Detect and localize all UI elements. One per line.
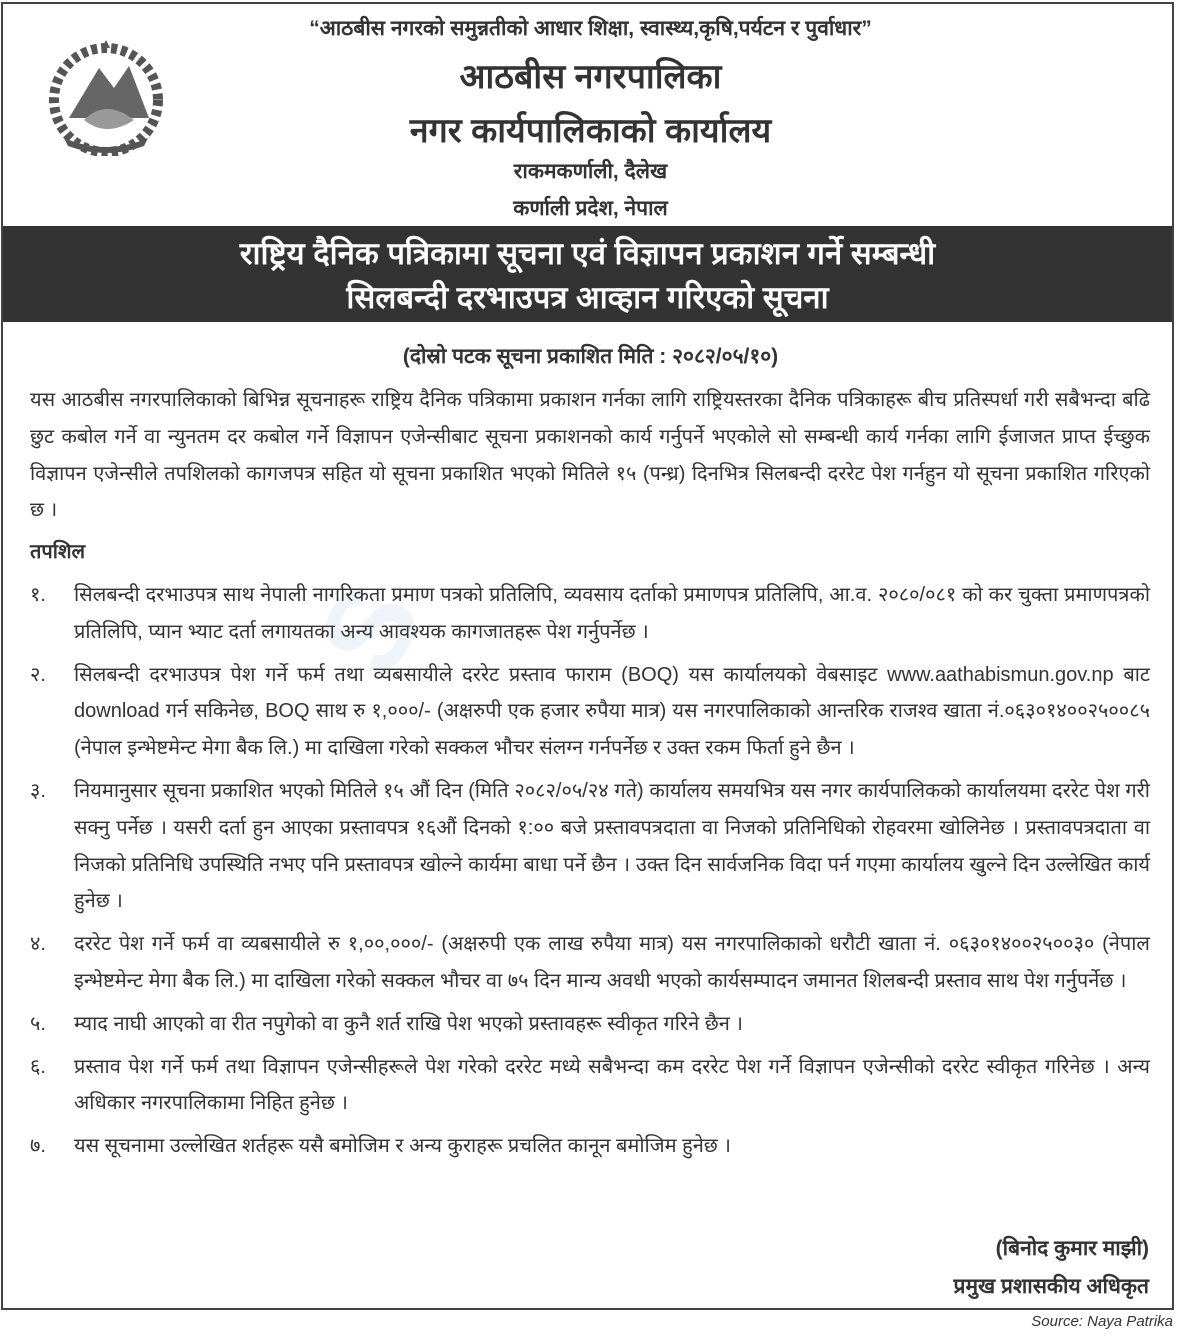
list-item-text: नियमानुसार सूचना प्रकाशित भएको मितिले १५ औं दिन (मिति २०८२/०५/२४ गते) कार्यालय समयभित्र यस नगर कार्यपालिकको कार्यालयमा दररेट पेश गरी सक्नु पर्नेछ । यसरी दर्ता हुन आएका प्रस्तावपत्र १६औं दिनको १:०० बजे प्रस्तावपत्रदाता वा निजको प्रतिनिधिको रोहवरमा खोलिनेछ । प्रस्तावपत्रदाता वा निजको प्रतिनिधि उपस्थिति नभए पनि प्रस्तावपत्र खोल्ने कार्यमा बाधा पर्ने छैन । उक्त दिन सार्वजनिक विदा पर्न गएमा कार्यालय खुल्ने दिन उल्लेखित कार्य हुनेछ । — [74, 779, 1150, 913]
list-item-text: म्याद नाघी आएको वा रीत नपुगेको वा कुनै शर्त राखि पेश भएको प्रस्तावहरू स्वीकृत गरिने छैन । — [74, 1012, 744, 1035]
list-item-number: ३. — [30, 779, 46, 802]
tapashil-heading: तपशिल — [30, 541, 86, 564]
address-line-1: राकमकर्णाली, दैलेख — [513, 160, 668, 183]
notice-title-banner — [3, 226, 1172, 322]
list-item — [30, 657, 1150, 767]
list-item — [30, 773, 1150, 920]
intro-paragraph: यस आठबीस नगरपालिकाको बिभिन्न सूचनाहरू राष्ट्रिय दैनिक पत्रिकामा प्रकाशन गर्नका लागि राष्ट्रियस्तरका दैनिक पत्रिकाहरू बीच प्रतिस्पर्धा गरी सबैभन्दा बढि छुट कबोल गर्ने वा न्युनतम दर कबोल गर्ने विज्ञापन एजेन्सीबाट सूचना प्रकाशनको कार्य गर्नुपर्ने भएकोले सो सम्बन्धी कार्य गर्नका लागि ईजाजत प्राप्त ईच्छुक विज्ञापन एजेन्सीले तपशिलको कागजपत्र सहित यो सूचना प्रकाशित भएको मितिले १५ (पन्ध्र) दिनभित्र सिलबन्दी दररेट पेश गर्नहुन यो सूचना प्रकाशित गरिएको छ । — [30, 389, 1150, 522]
list-item-text: यस सूचनामा उल्लेखित शर्तहरू यसै बमोजिम र अन्य कुराहरू प्रचलित कानून बमोजिम हुनेछ । — [74, 1135, 731, 1158]
list-item-number: ७. — [30, 1135, 46, 1158]
list-item-text: दररेट पेश गर्ने फर्म वा व्यबसायीले रु १,००,०००/- (अक्षरुपी एक लाख रुपैया मात्र) यस नगरपालिकाको धरौटी खाता नं. ०६३०१४००२५००३० (नेपाल इन्भेष्टमेन्ट मेगा बैक लि.) मा दाखिला गरेको सक्कल भौचर वा ७५ दिन मान्य अवधी भएको कार्यसम्पादन जमानत शिलबन्दी प्रस्ताव साथ पेश गर्नुपर्नेछ । — [74, 933, 1150, 992]
notice-body — [30, 382, 1150, 1165]
office-name: नगर कार्यपालिकाको कार्यालय — [409, 112, 772, 150]
list-item — [30, 1128, 1150, 1165]
signatory-designation: प्रमुख प्रशासकीय अधिकृत — [953, 1275, 1149, 1298]
list-item-number: ४. — [30, 933, 46, 956]
notice-title-line-1: राष्ट्रिय दैनिक पत्रिकामा सूचना एवं विज्ञापन प्रकाशन गर्ने सम्बन्धी — [239, 236, 936, 271]
conditions-list — [30, 577, 1150, 1165]
list-item-text: सिलबन्दी दरभाउपत्र साथ नेपाली नागरिकता प्रमाण पत्रको प्रतिलिपि, व्यवसाय दर्ताको प्रमाणपत्र प्रतिलिपि, आ.व. २०८०/०८१ को कर चुक्ता प्रमाणपत्रको प्रतिलिपि, प्यान भ्याट दर्ता लगायतका अन्य आवश्यक कागजातहरू पेश गर्नुपर्नेछ । — [74, 583, 1150, 643]
list-item — [30, 1006, 1150, 1043]
notice-title-line-2: सिलबन्दी दरभाउपत्र आव्हान गरिएको सूचना — [346, 280, 829, 315]
list-item-number: २. — [30, 663, 46, 686]
list-item-number: १. — [30, 583, 46, 606]
address-line-2: कर्णाली प्रदेश, नेपाल — [513, 197, 668, 220]
list-item-text: प्रस्ताव पेश गर्ने फर्म तथा विज्ञापन एजेन्सीहरूले पेश गरेको दररेट मध्ये सबैभन्दा कम दररेट पेश गर्ने विज्ञापन एजेन्सीको दररेट स्वीकृत गरिनेछ । अन्य अधिकार नगरपालिकामा निहित हुनेछ । — [74, 1055, 1150, 1115]
publication-date: (दोस्रो पटक सूचना प्रकाशित मिति : २०८२/०५/१०) — [402, 345, 779, 368]
list-item — [30, 926, 1150, 1000]
list-item-number: ५. — [30, 1012, 46, 1035]
watermark: S — [291, 560, 449, 698]
list-item-number: ६. — [30, 1055, 46, 1078]
list-item-text: सिलबन्दी दरभाउपत्र पेश गर्ने फर्म तथा व्यबसायीले दररेट प्रस्ताव फाराम (BOQ) यस कार्यालयको वेबसाइट www.aathabismun.gov.np बाट download गर्न सकिनेछ, BOQ साथ रु १,०००/- (अक्षरुपी एक हजार रुपैया मात्र) यस नगरपालिकाको आन्तरिक राजश्व खाता नं.०६३०१४००२५००८५ (नेपाल इन्भेष्टमेन्ट मेगा बैक लि.) मा दाखिला गरेको सक्कल भौचर संलग्न गर्नपर्नेछ र उक्त रकम फिर्ता हुने छैन । — [74, 663, 1150, 760]
municipality-name: आठबीस नगरपालिका — [459, 58, 722, 96]
list-item — [30, 577, 1150, 651]
list-item — [30, 1049, 1150, 1123]
signatory-name: (बिनोद कुमार माझी) — [995, 1237, 1149, 1260]
source-credit: Source: Naya Patrika — [1031, 1313, 1173, 1330]
motto: “आठबीस नगरको समुन्नतीको आधार शिक्षा, स्वास्थ्य,कृषि,पर्यटन र पुर्वाधार” — [309, 17, 872, 40]
